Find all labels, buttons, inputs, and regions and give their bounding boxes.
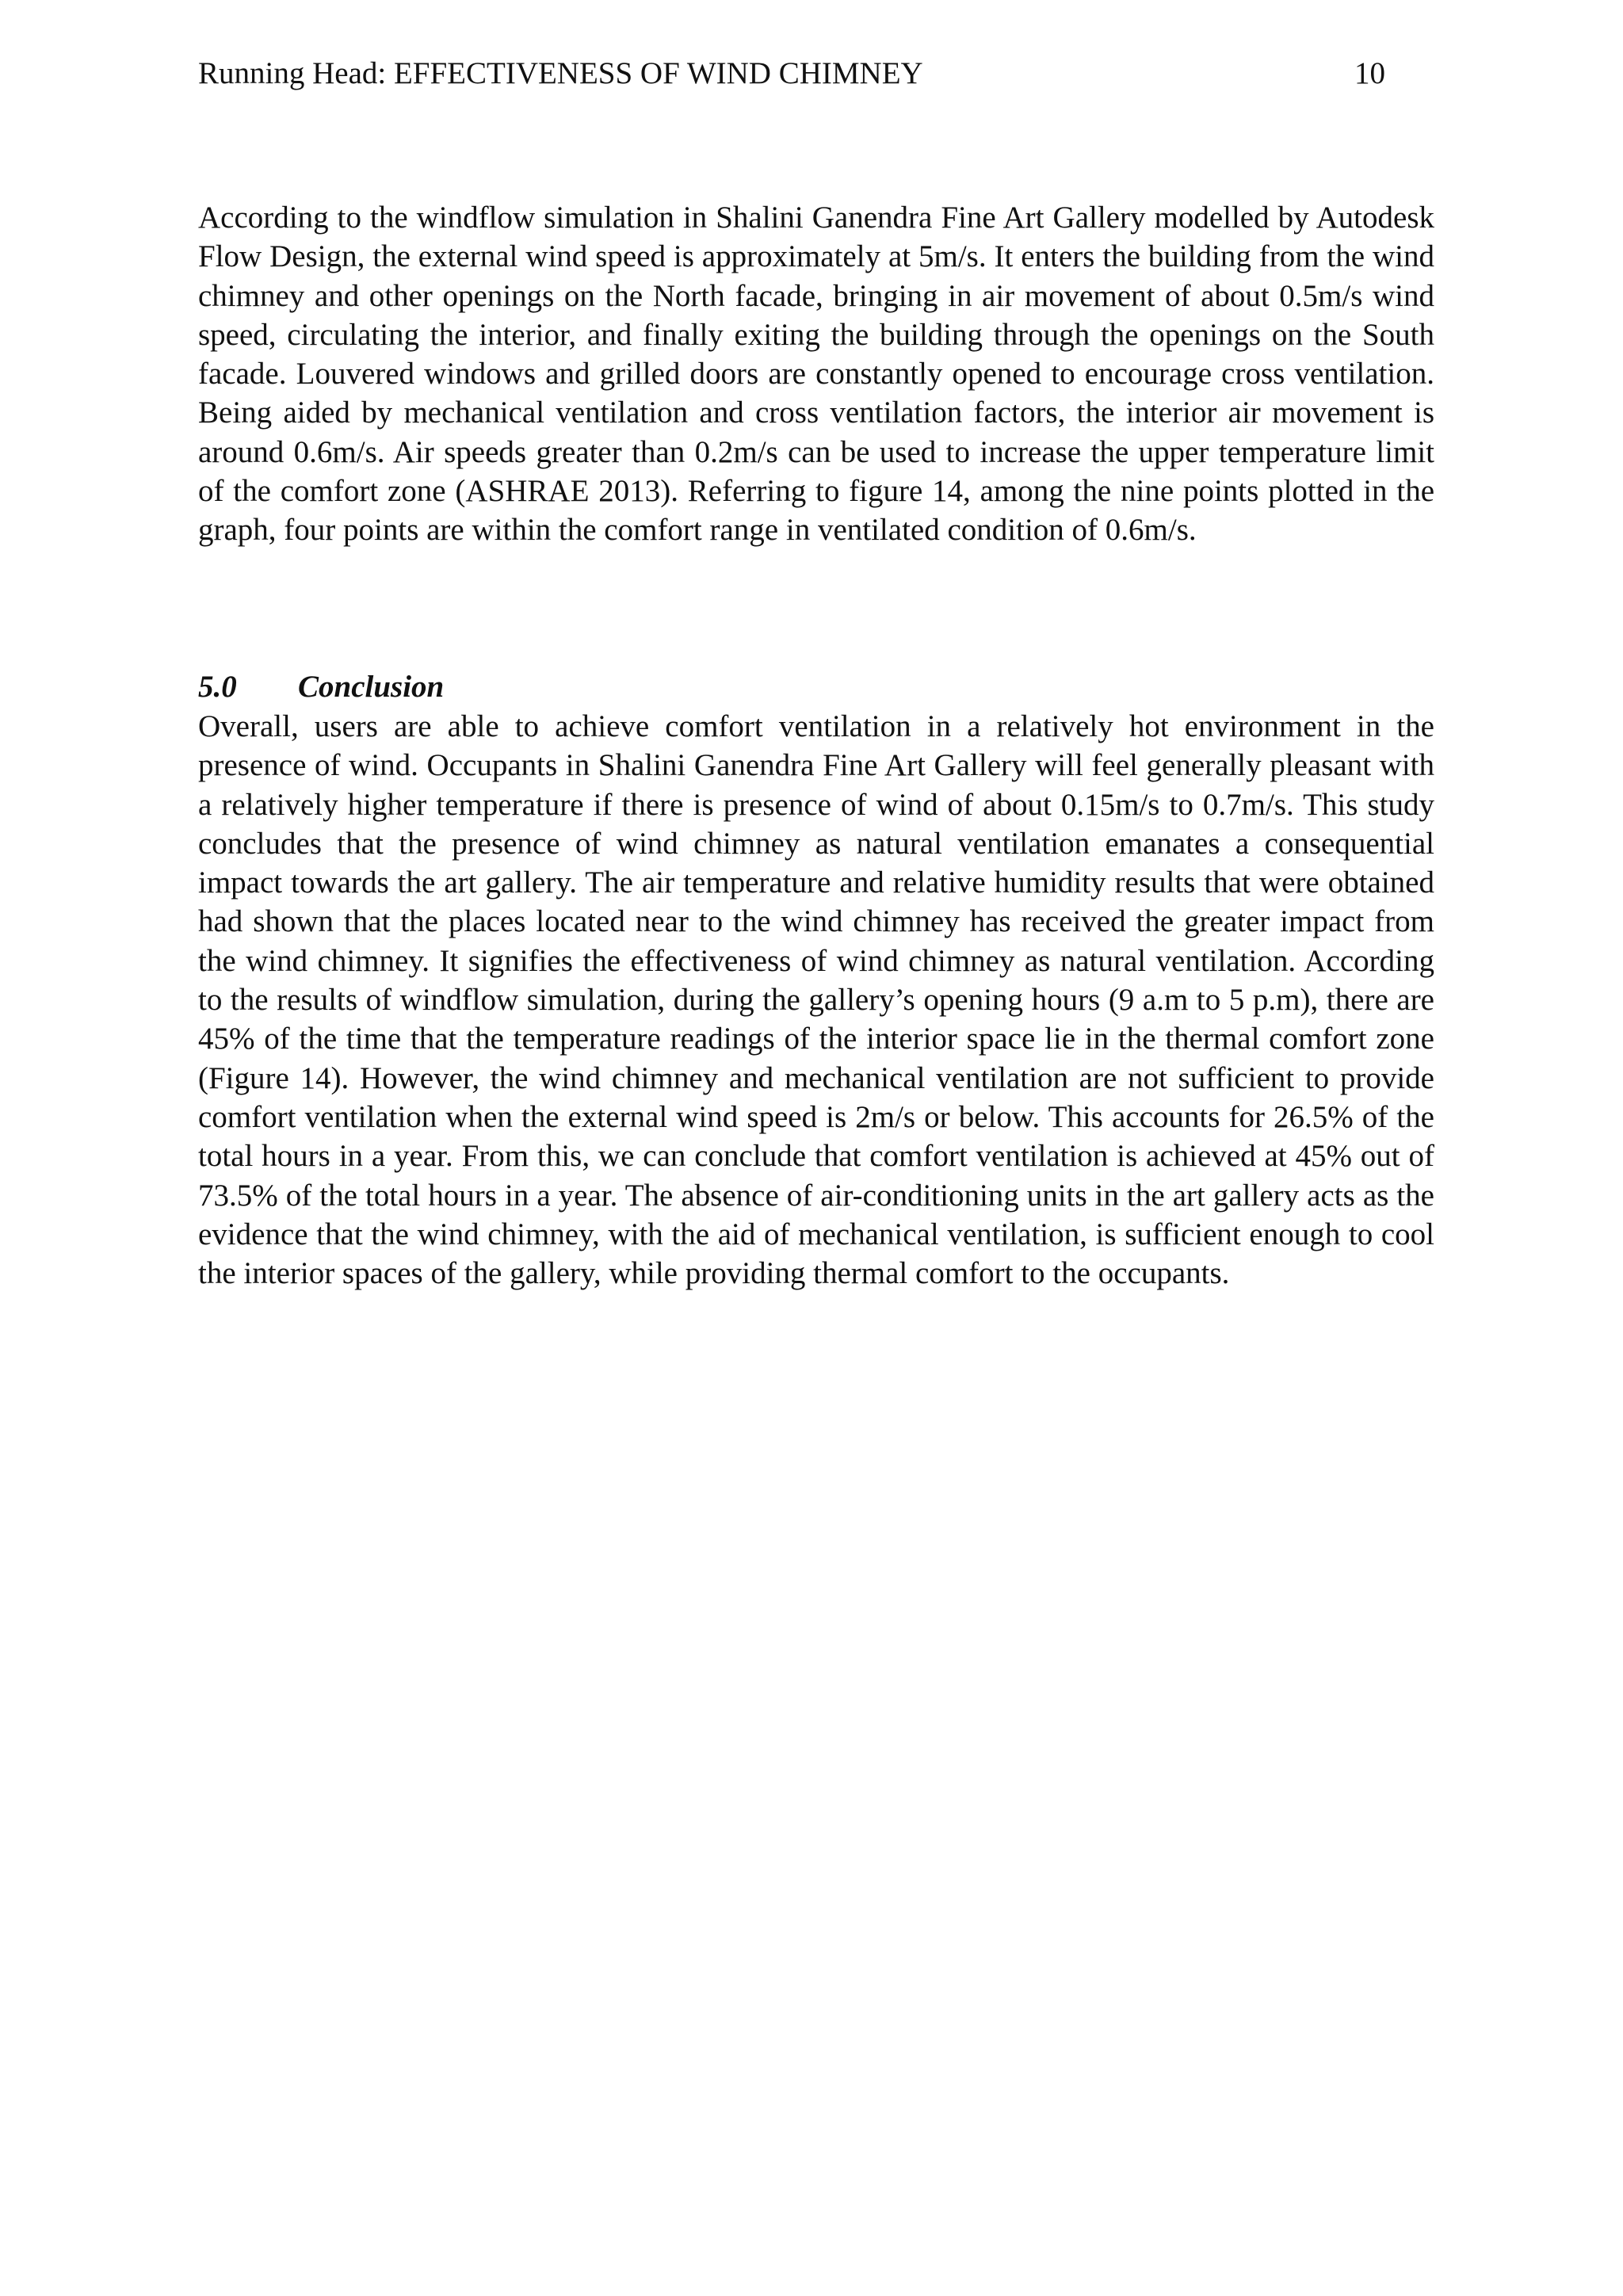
page-number: 10 — [1354, 56, 1385, 90]
section-number: 5.0 — [198, 670, 237, 704]
running-head-title: Running Head: EFFECTIVENESS OF WIND CHIMNEY — [198, 56, 923, 90]
running-head — [198, 54, 1425, 94]
conclusion-paragraph: Overall, users are able to achieve comfort ventilation in a relatively hot environment in the presence of wind. Occupants in Shalini Ganendra Fine Art Gallery will feel generally pleasant with a relatively higher temperature if there is presence of wind of about 0.15m/s to 0.7m/s. This study concludes that the presence of wind chimney as natural ventilation emanates a consequential impact towards the art gallery. The air temperature and relative humidity results that were obtained had shown that the places located near to the wind chimney has received the greater impact from the wind chimney. It signifies the effectiveness of wind chimney as natural ventilation. According to the results of windflow simulation, during the gallery’s opening hours (9 a.m to 5 p.m), there are 45% of the time that the temperature readings of the interior space lie in the thermal comfort zone (Figure 14). However, the wind chimney and mechanical ventilation are not sufficient to provide comfort ventilation when the external wind speed is 2m/s or below. This accounts for 26.5% of the total hours in a year. From this, we can conclude that comfort ventilation is achieved at 45% out of 73.5% of the total hours in a year. The absence of air-conditioning units in the art gallery acts as the evidence that the wind chimney, with the aid of mechanical ventilation, is sufficient enough to cool the interior spaces of the gallery, while providing thermal comfort to the occupants. — [198, 709, 1434, 1291]
section-heading-conclusion — [198, 667, 444, 706]
body-paragraph-windflow: According to the windflow simulation in Shalini Ganendra Fine Art Gallery modelled by Autodesk Flow Design, the external wind speed is approximately at 5m/s. It enters the building from the wind chimney and other openings on the North facade, bringing in air movement of about 0.5m/s wind speed, circulating the interior, and finally exiting the building through the openings on the South facade. Louvered windows and grilled doors are constantly opened to encourage cross ventilation. Being aided by mechanical ventilation and cross ventilation factors, the interior air movement is around 0.6m/s. Air speeds greater than 0.2m/s can be used to increase the upper temperature limit of the comfort zone (ASHRAE 2013). Referring to figure 14, among the nine points plotted in the graph, four points are within the comfort range in ventilated condition of 0.6m/s. — [198, 201, 1434, 548]
section-title: Conclusion — [298, 670, 445, 704]
